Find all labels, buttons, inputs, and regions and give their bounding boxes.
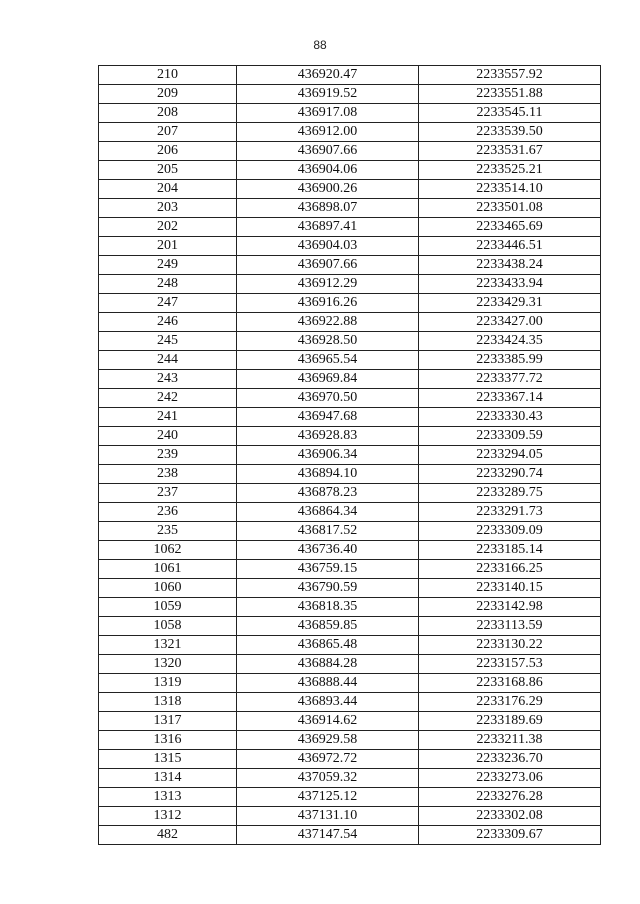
table-row [99, 769, 601, 788]
point-id-cell: 238 [99, 465, 237, 484]
x-coordinate-cell: 437059.32 [237, 769, 419, 788]
y-coordinate-cell: 2233557.92 [419, 66, 601, 85]
y-coordinate-cell: 2233429.31 [419, 294, 601, 313]
x-coordinate-cell: 436914.62 [237, 712, 419, 731]
point-id-cell: 1061 [99, 560, 237, 579]
point-id-cell: 242 [99, 389, 237, 408]
table-row [99, 503, 601, 522]
table-row [99, 465, 601, 484]
table-row [99, 560, 601, 579]
point-id-cell: 1321 [99, 636, 237, 655]
x-coordinate-cell: 436888.44 [237, 674, 419, 693]
point-id-cell: 1058 [99, 617, 237, 636]
point-id-cell: 482 [99, 826, 237, 845]
table-row [99, 237, 601, 256]
table-row [99, 142, 601, 161]
x-coordinate-cell: 436897.41 [237, 218, 419, 237]
table-row [99, 636, 601, 655]
x-coordinate-cell: 436884.28 [237, 655, 419, 674]
table-row [99, 351, 601, 370]
table-row [99, 313, 601, 332]
y-coordinate-cell: 2233189.69 [419, 712, 601, 731]
x-coordinate-cell: 436894.10 [237, 465, 419, 484]
x-coordinate-cell: 436916.26 [237, 294, 419, 313]
point-id-cell: 244 [99, 351, 237, 370]
point-id-cell: 240 [99, 427, 237, 446]
point-id-cell: 1312 [99, 807, 237, 826]
x-coordinate-cell: 436947.68 [237, 408, 419, 427]
point-id-cell: 210 [99, 66, 237, 85]
table-row [99, 674, 601, 693]
point-id-cell: 1062 [99, 541, 237, 560]
y-coordinate-cell: 2233309.67 [419, 826, 601, 845]
y-coordinate-cell: 2233290.74 [419, 465, 601, 484]
table-row [99, 218, 601, 237]
y-coordinate-cell: 2233185.14 [419, 541, 601, 560]
y-coordinate-cell: 2233168.86 [419, 674, 601, 693]
page-number: 88 [313, 38, 327, 52]
x-coordinate-cell: 436912.00 [237, 123, 419, 142]
x-coordinate-cell: 436972.72 [237, 750, 419, 769]
y-coordinate-cell: 2233377.72 [419, 370, 601, 389]
point-id-cell: 241 [99, 408, 237, 427]
x-coordinate-cell: 436817.52 [237, 522, 419, 541]
y-coordinate-cell: 2233236.70 [419, 750, 601, 769]
x-coordinate-cell: 436878.23 [237, 484, 419, 503]
y-coordinate-cell: 2233273.06 [419, 769, 601, 788]
y-coordinate-cell: 2233291.73 [419, 503, 601, 522]
x-coordinate-cell: 437125.12 [237, 788, 419, 807]
x-coordinate-cell: 437131.10 [237, 807, 419, 826]
point-id-cell: 236 [99, 503, 237, 522]
y-coordinate-cell: 2233501.08 [419, 199, 601, 218]
y-coordinate-cell: 2233551.88 [419, 85, 601, 104]
point-id-cell: 237 [99, 484, 237, 503]
coordinate-table-body [99, 66, 601, 845]
point-id-cell: 1059 [99, 598, 237, 617]
table-row [99, 180, 601, 199]
y-coordinate-cell: 2233294.05 [419, 446, 601, 465]
point-id-cell: 209 [99, 85, 237, 104]
y-coordinate-cell: 2233427.00 [419, 313, 601, 332]
point-id-cell: 1317 [99, 712, 237, 731]
table-row [99, 807, 601, 826]
point-id-cell: 208 [99, 104, 237, 123]
x-coordinate-cell: 436759.15 [237, 560, 419, 579]
y-coordinate-cell: 2233176.29 [419, 693, 601, 712]
x-coordinate-cell: 436928.50 [237, 332, 419, 351]
table-row [99, 389, 601, 408]
table-row [99, 66, 601, 85]
table-row [99, 484, 601, 503]
x-coordinate-cell: 437147.54 [237, 826, 419, 845]
point-id-cell: 204 [99, 180, 237, 199]
x-coordinate-cell: 436929.58 [237, 731, 419, 750]
y-coordinate-cell: 2233446.51 [419, 237, 601, 256]
y-coordinate-cell: 2233113.59 [419, 617, 601, 636]
table-row [99, 617, 601, 636]
point-id-cell: 1318 [99, 693, 237, 712]
x-coordinate-cell: 436919.52 [237, 85, 419, 104]
point-id-cell: 249 [99, 256, 237, 275]
table-row [99, 731, 601, 750]
table-row [99, 541, 601, 560]
x-coordinate-cell: 436904.06 [237, 161, 419, 180]
y-coordinate-cell: 2233157.53 [419, 655, 601, 674]
point-id-cell: 206 [99, 142, 237, 161]
x-coordinate-cell: 436790.59 [237, 579, 419, 598]
table-row [99, 522, 601, 541]
table-row [99, 294, 601, 313]
x-coordinate-cell: 436970.50 [237, 389, 419, 408]
point-id-cell: 1314 [99, 769, 237, 788]
table-row [99, 826, 601, 845]
y-coordinate-cell: 2233309.09 [419, 522, 601, 541]
table-row [99, 123, 601, 142]
y-coordinate-cell: 2233142.98 [419, 598, 601, 617]
table-row [99, 332, 601, 351]
table-row [99, 446, 601, 465]
point-id-cell: 1320 [99, 655, 237, 674]
y-coordinate-cell: 2233309.59 [419, 427, 601, 446]
table-row [99, 655, 601, 674]
table-row [99, 427, 601, 446]
point-id-cell: 203 [99, 199, 237, 218]
table-row [99, 579, 601, 598]
table-row [99, 161, 601, 180]
table-row [99, 104, 601, 123]
y-coordinate-cell: 2233211.38 [419, 731, 601, 750]
point-id-cell: 235 [99, 522, 237, 541]
x-coordinate-cell: 436907.66 [237, 142, 419, 161]
point-id-cell: 245 [99, 332, 237, 351]
table-row [99, 199, 601, 218]
y-coordinate-cell: 2233130.22 [419, 636, 601, 655]
x-coordinate-cell: 436912.29 [237, 275, 419, 294]
y-coordinate-cell: 2233438.24 [419, 256, 601, 275]
y-coordinate-cell: 2233140.15 [419, 579, 601, 598]
coordinate-table [98, 65, 601, 845]
x-coordinate-cell: 436736.40 [237, 541, 419, 560]
point-id-cell: 246 [99, 313, 237, 332]
x-coordinate-cell: 436818.35 [237, 598, 419, 617]
point-id-cell: 1315 [99, 750, 237, 769]
table-row [99, 788, 601, 807]
y-coordinate-cell: 2233330.43 [419, 408, 601, 427]
y-coordinate-cell: 2233289.75 [419, 484, 601, 503]
point-id-cell: 1313 [99, 788, 237, 807]
x-coordinate-cell: 436928.83 [237, 427, 419, 446]
x-coordinate-cell: 436865.48 [237, 636, 419, 655]
point-id-cell: 247 [99, 294, 237, 313]
x-coordinate-cell: 436965.54 [237, 351, 419, 370]
point-id-cell: 1060 [99, 579, 237, 598]
table-row [99, 712, 601, 731]
x-coordinate-cell: 436864.34 [237, 503, 419, 522]
point-id-cell: 243 [99, 370, 237, 389]
x-coordinate-cell: 436920.47 [237, 66, 419, 85]
x-coordinate-cell: 436904.03 [237, 237, 419, 256]
table-row [99, 256, 601, 275]
y-coordinate-cell: 2233539.50 [419, 123, 601, 142]
x-coordinate-cell: 436906.34 [237, 446, 419, 465]
y-coordinate-cell: 2233424.35 [419, 332, 601, 351]
point-id-cell: 1319 [99, 674, 237, 693]
table-row [99, 275, 601, 294]
y-coordinate-cell: 2233465.69 [419, 218, 601, 237]
y-coordinate-cell: 2233385.99 [419, 351, 601, 370]
table-row [99, 370, 601, 389]
y-coordinate-cell: 2233514.10 [419, 180, 601, 199]
point-id-cell: 202 [99, 218, 237, 237]
x-coordinate-cell: 436969.84 [237, 370, 419, 389]
table-row [99, 750, 601, 769]
y-coordinate-cell: 2233166.25 [419, 560, 601, 579]
y-coordinate-cell: 2233367.14 [419, 389, 601, 408]
x-coordinate-cell: 436922.88 [237, 313, 419, 332]
point-id-cell: 201 [99, 237, 237, 256]
y-coordinate-cell: 2233525.21 [419, 161, 601, 180]
y-coordinate-cell: 2233276.28 [419, 788, 601, 807]
x-coordinate-cell: 436907.66 [237, 256, 419, 275]
y-coordinate-cell: 2233531.67 [419, 142, 601, 161]
point-id-cell: 207 [99, 123, 237, 142]
x-coordinate-cell: 436898.07 [237, 199, 419, 218]
table-row [99, 408, 601, 427]
y-coordinate-cell: 2233433.94 [419, 275, 601, 294]
point-id-cell: 248 [99, 275, 237, 294]
x-coordinate-cell: 436893.44 [237, 693, 419, 712]
table-row [99, 693, 601, 712]
y-coordinate-cell: 2233302.08 [419, 807, 601, 826]
x-coordinate-cell: 436859.85 [237, 617, 419, 636]
x-coordinate-cell: 436900.26 [237, 180, 419, 199]
table-row [99, 85, 601, 104]
y-coordinate-cell: 2233545.11 [419, 104, 601, 123]
point-id-cell: 1316 [99, 731, 237, 750]
x-coordinate-cell: 436917.08 [237, 104, 419, 123]
table-row [99, 598, 601, 617]
point-id-cell: 239 [99, 446, 237, 465]
point-id-cell: 205 [99, 161, 237, 180]
